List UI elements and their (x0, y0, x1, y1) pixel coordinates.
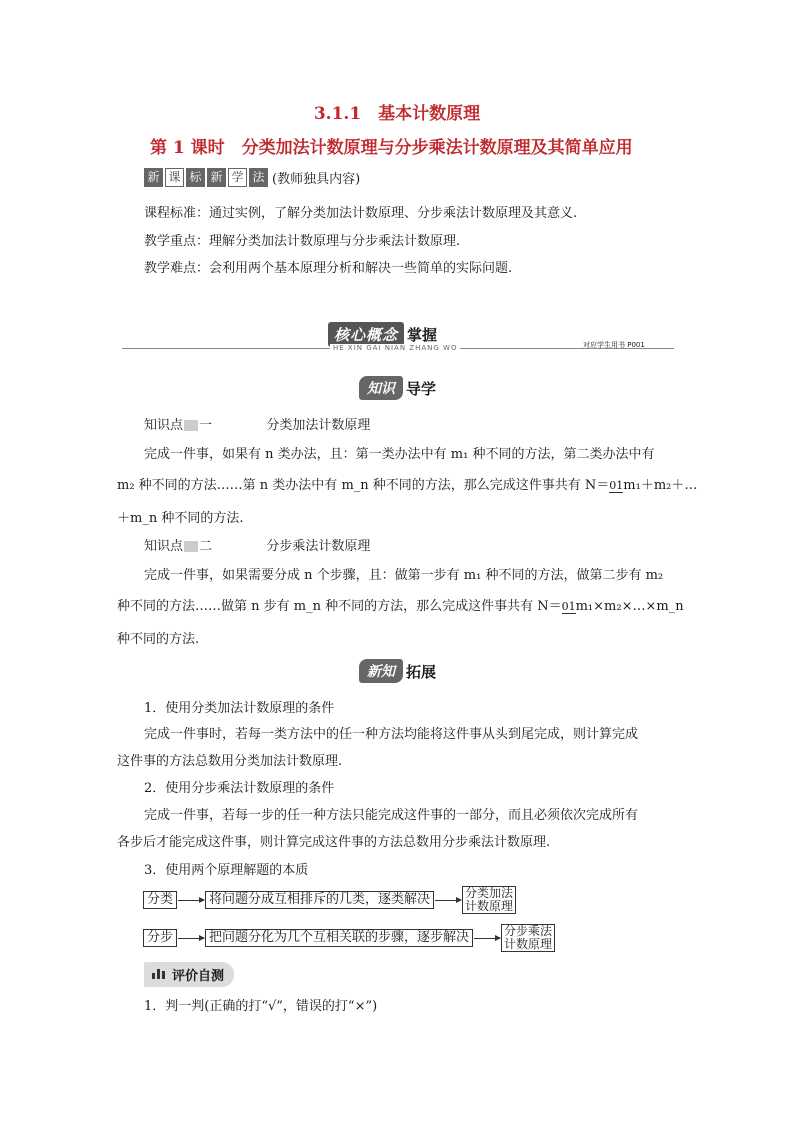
teaching-focus: 教学重点：理解分类加法计数原理与分步乘法计数原理. (144, 234, 461, 249)
kp1-line2-text: m₂ 种不同的方法……第 n 类办法中有 m_n 种不同的方法，那么完成这件事共有 N＝ (117, 478, 610, 493)
guide-heading-left: 知识 (359, 376, 403, 400)
kp2-line3: 种不同的方法. (117, 632, 200, 647)
banner-char: 新 (144, 168, 163, 187)
flow-result-line: 分类加法 (465, 886, 514, 900)
arrow-icon (178, 900, 204, 901)
answer-blank: 01 (609, 479, 624, 492)
kp-number: 二 (199, 539, 213, 554)
eval-label: 评价自测 (172, 969, 225, 984)
kp2-formula: m₁×m₂×…×m_n (575, 599, 684, 614)
teacher-note: (教师独具内容) (272, 172, 361, 187)
kp2-line2 (117, 595, 684, 614)
flow-classify (143, 886, 516, 914)
kp-label: 知识点 (144, 539, 184, 554)
flow-result-line: 计数原理 (504, 937, 553, 951)
kp1-line2 (117, 474, 697, 493)
arrow-icon (474, 938, 500, 939)
kp2-line1: 完成一件事，如果需要分成 n 个步骤，且：做第一步有 m₁ 种不同的方法，做第二步有 m₂ (144, 568, 664, 583)
kp-name: 分类加法计数原理 (266, 418, 371, 433)
core-pinyin: HE XIN GAI NIAN ZHANG WO (330, 344, 460, 352)
ext-item-3-title: 3．使用两个原理解题的本质 (144, 863, 309, 878)
kp-name: 分步乘法计数原理 (266, 539, 371, 554)
guide-heading-right: 导学 (406, 379, 437, 398)
ext-item-2-text: 各步后才能完成这件事，则计算完成这件事的方法总数用分步乘法计数原理. (117, 835, 551, 850)
ext-item-2-text: 完成一件事，若每一步的任一种方法只能完成这件事的一部分，而且必须依次完成所有 (144, 808, 639, 823)
page-reference: 对应学生用书 P001 (583, 341, 645, 349)
core-heading-left: 核心概念 (328, 322, 404, 347)
flow-result (501, 924, 555, 952)
question-1: 1．判一判(正确的打“√”，错误的打“×”) (144, 999, 378, 1014)
kp-marker (184, 541, 198, 552)
flow-label: 分类 (143, 891, 177, 909)
knowledge-point-2 (144, 535, 370, 554)
ext-item-2-title: 2．使用分步乘法计数原理的条件 (144, 781, 335, 796)
ext-heading-left: 新知 (359, 659, 403, 683)
flow-result-line: 分步乘法 (504, 924, 553, 938)
lesson-title: 第 1 课时 分类加法计数原理与分步乘法计数原理及其简单应用 (150, 138, 633, 158)
kp2-line2-text: 种不同的方法……做第 n 步有 m_n 种不同的方法，那么完成这件事共有 N＝ (117, 599, 562, 614)
kp1-formula: m₁＋m₂＋… (623, 478, 698, 493)
teaching-difficulty: 教学难点：会利用两个基本原理分析和解决一些简单的实际问题. (144, 261, 513, 276)
knowledge-point-1 (144, 414, 370, 433)
section-title: 3.1.1 基本计数原理 (313, 104, 481, 124)
banner-char: 新 (207, 168, 226, 187)
kp1-line3: ＋m_n 种不同的方法. (117, 511, 244, 526)
kp-label: 知识点 (144, 418, 184, 433)
flow-description: 将问题分成互相排斥的几类，逐类解决 (205, 891, 434, 909)
flow-result (462, 886, 516, 914)
kp-number: 一 (199, 418, 213, 433)
course-standard: 课程标准：通过实例，了解分类加法计数原理、分步乘法计数原理及其意义. (144, 206, 578, 221)
self-evaluation-heading (144, 962, 234, 987)
answer-blank: 01 (561, 600, 576, 613)
flow-result-line: 计数原理 (465, 899, 514, 913)
bar-chart-icon (152, 967, 166, 982)
kp-marker (184, 420, 198, 431)
knowledge-guide-heading (359, 376, 436, 400)
banner-char: 学 (228, 168, 247, 187)
ext-heading-right: 拓展 (406, 662, 437, 681)
flow-description: 把问题分化为几个互相关联的步骤，逐步解决 (205, 929, 473, 947)
arrow-icon (178, 938, 204, 939)
ext-item-1-title: 1．使用分类加法计数原理的条件 (144, 701, 335, 716)
banner-char: 法 (249, 168, 268, 187)
arrow-icon (435, 900, 461, 901)
ext-item-1-text: 完成一件事时，若每一类方法中的任一种方法均能将这件事从头到尾完成，则计算完成 (144, 727, 639, 742)
flow-label: 分步 (143, 929, 177, 947)
extension-heading (359, 659, 436, 683)
ext-item-1-text: 这件事的方法总数用分类加法计数原理. (117, 754, 343, 769)
core-heading-right: 掌握 (407, 326, 438, 344)
banner-char: 标 (186, 168, 205, 187)
kp1-line1: 完成一件事，如果有 n 类办法，且：第一类办法中有 m₁ 种不同的方法，第二类办法中有 (144, 447, 655, 462)
flow-step (143, 924, 555, 952)
new-standard-banner (144, 168, 360, 187)
banner-char: 课 (165, 168, 184, 187)
